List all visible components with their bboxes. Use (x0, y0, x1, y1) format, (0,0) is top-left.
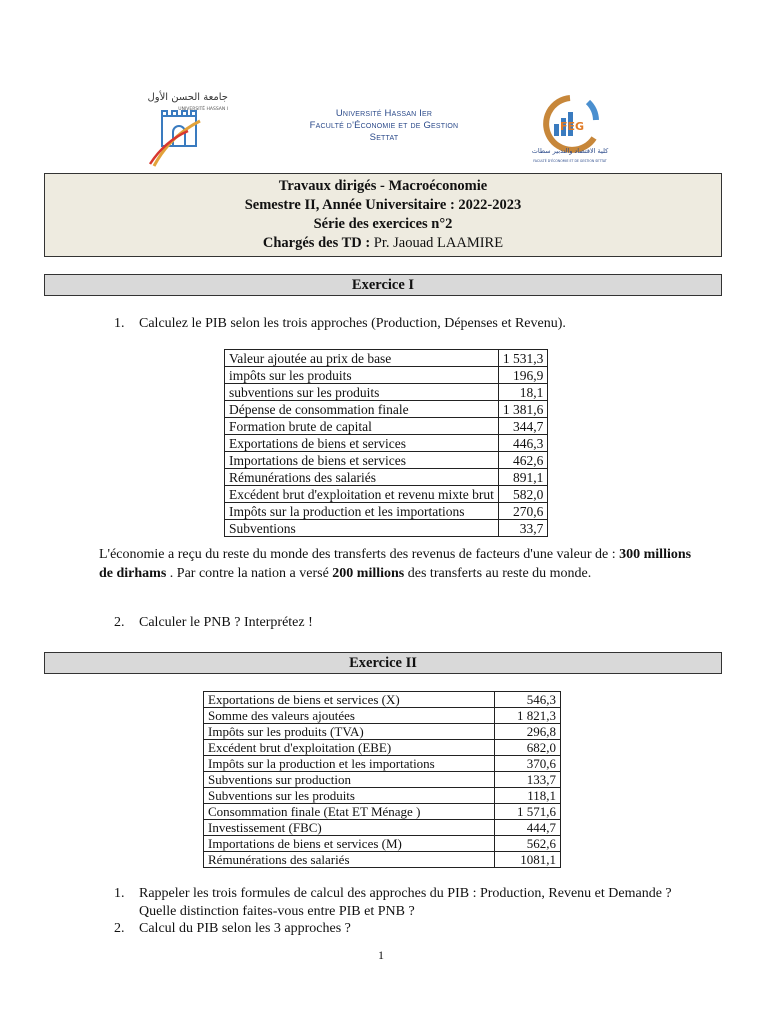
table-row (204, 804, 561, 820)
row-label: Subventions sur les produits (204, 788, 495, 804)
question-text: Calculer le PNB ? Interprétez ! (139, 615, 313, 630)
row-label: Exportations de biens et services (X) (204, 692, 495, 708)
table-row (225, 384, 548, 401)
row-value: 1081,1 (495, 852, 561, 868)
row-value: 118,1 (495, 788, 561, 804)
exercise-2-table (203, 691, 561, 868)
exercise-1-table (224, 349, 548, 537)
row-label: impôts sur les produits (225, 367, 499, 384)
exercise-1-heading: Exercice I (44, 274, 722, 296)
series-line: Série des exercices n°2 (313, 216, 453, 232)
row-label: Rémunérations des salariés (204, 852, 495, 868)
table-row (204, 852, 561, 868)
row-label: Importations de biens et services (225, 452, 499, 469)
faculty-logo-letters: FEG (560, 120, 585, 133)
university-logo (140, 86, 230, 168)
table-row (204, 820, 561, 836)
city-name: Settat (369, 132, 399, 143)
row-label: Dépense de consommation finale (225, 401, 499, 418)
row-value: 444,7 (495, 820, 561, 836)
row-label: Formation brute de capital (225, 418, 499, 435)
row-value: 344,7 (498, 418, 548, 435)
row-value: 582,0 (498, 486, 548, 503)
arabic-university-name: جامعة الحسن الأول (147, 92, 228, 103)
question-text: Rappeler les trois formules de calcul des approches du PIB : Production, Revenu et Demande ? Quelle distinction faites-vous entre PIB et PNB ? (139, 886, 672, 919)
row-label: Rémunérations des salariés (225, 469, 499, 486)
exercise-2-question-1 (114, 885, 694, 921)
university-small-name: UNIVERSITÉ HASSAN I (178, 107, 228, 112)
exercise-2-question-2 (114, 920, 694, 938)
instructor-line (45, 234, 721, 253)
table-row (225, 350, 548, 367)
row-value: 562,6 (495, 836, 561, 852)
table-row (225, 452, 548, 469)
row-value: 446,3 (498, 435, 548, 452)
row-value: 1 381,6 (498, 401, 548, 418)
table-row (204, 772, 561, 788)
row-value: 270,6 (498, 503, 548, 520)
row-value: 18,1 (498, 384, 548, 401)
paragraph-part: L'économie a reçu du reste du monde des transferts des revenus de facteurs d'une valeur de : (99, 547, 616, 562)
table-row (204, 692, 561, 708)
table-row (204, 708, 561, 724)
row-label: Consommation finale (Etat ET Ménage ) (204, 804, 495, 820)
faculty-small-name: FACULTÉ D'ÉCONOMIE ET DE GESTION SETTAT (533, 159, 607, 163)
table-row (225, 435, 548, 452)
row-label: subventions sur les produits (225, 384, 499, 401)
question-number: 1. (114, 886, 125, 901)
table-row (225, 418, 548, 435)
row-label: Somme des valeurs ajoutées (204, 708, 495, 724)
row-value: 1 571,6 (495, 804, 561, 820)
university-name: Université Hassan Ier (335, 108, 433, 119)
instructor-label: Chargés des TD : (262, 235, 371, 251)
faculty-logo (530, 90, 610, 168)
table-row (225, 503, 548, 520)
university-header-text (296, 108, 472, 144)
question-text: Calculez le PIB selon les trois approches (Production, Dépenses et Revenu). (139, 316, 566, 331)
row-label: Impôts sur la production et les importations (225, 503, 499, 520)
paragraph-amount-paid: 200 millions (332, 566, 405, 581)
row-value: 1 531,3 (498, 350, 548, 367)
row-label: Impôts sur les produits (TVA) (204, 724, 495, 740)
table-row (225, 520, 548, 537)
row-value: 682,0 (495, 740, 561, 756)
row-label: Excédent brut d'exploitation (EBE) (204, 740, 495, 756)
row-label: Subventions (225, 520, 499, 537)
question-number: 2. (114, 921, 125, 936)
exercise-1-question-1 (114, 315, 714, 333)
table-row (225, 401, 548, 418)
row-value: 33,7 (498, 520, 548, 537)
row-label: Valeur ajoutée au prix de base (225, 350, 499, 367)
row-label: Excédent brut d'exploitation et revenu mixte brut (225, 486, 499, 503)
row-value: 546,3 (495, 692, 561, 708)
table-row (204, 740, 561, 756)
table-row (204, 788, 561, 804)
page-number: 1 (378, 948, 384, 962)
instructor-name: Pr. Jaouad LAAMIRE (370, 235, 504, 251)
row-value: 196,9 (498, 367, 548, 384)
row-value: 296,8 (495, 724, 561, 740)
question-number: 1. (114, 316, 125, 331)
table-row (204, 836, 561, 852)
exercise-1-paragraph (99, 545, 699, 583)
exercise-2-heading: Exercice II (44, 652, 722, 674)
faculty-name: Faculté d'Économie et de Gestion (309, 120, 459, 131)
row-value: 370,6 (495, 756, 561, 772)
arabic-faculty-name: كلية الاقتصاد والتدبير سطات (531, 147, 609, 155)
course-title-box (44, 173, 722, 257)
row-label: Subventions sur production (204, 772, 495, 788)
question-text: Calcul du PIB selon les 3 approches ? (139, 921, 351, 936)
row-value: 1 821,3 (495, 708, 561, 724)
question-number: 2. (114, 615, 125, 630)
table-row (204, 756, 561, 772)
row-value: 891,1 (498, 469, 548, 486)
table-row (225, 486, 548, 503)
row-value: 133,7 (495, 772, 561, 788)
exercise-1-question-2 (114, 614, 714, 632)
table-row (204, 724, 561, 740)
row-label: Impôts sur la production et les importations (204, 756, 495, 772)
paragraph-part: des transferts au reste du monde. (404, 566, 592, 581)
table-row (225, 367, 548, 384)
course-title: Travaux dirigés - Macroéconomie (278, 178, 488, 194)
row-label: Importations de biens et services (M) (204, 836, 495, 852)
paragraph-part: . Par contre la nation a versé (166, 566, 333, 581)
table-row (225, 469, 548, 486)
paragraph-amount-received: 300 millions de dirhams (99, 547, 692, 581)
row-value: 462,6 (498, 452, 548, 469)
semester-line: Semestre II, Année Universitaire : 2022-2023 (244, 197, 522, 213)
row-label: Investissement (FBC) (204, 820, 495, 836)
row-label: Exportations de biens et services (225, 435, 499, 452)
